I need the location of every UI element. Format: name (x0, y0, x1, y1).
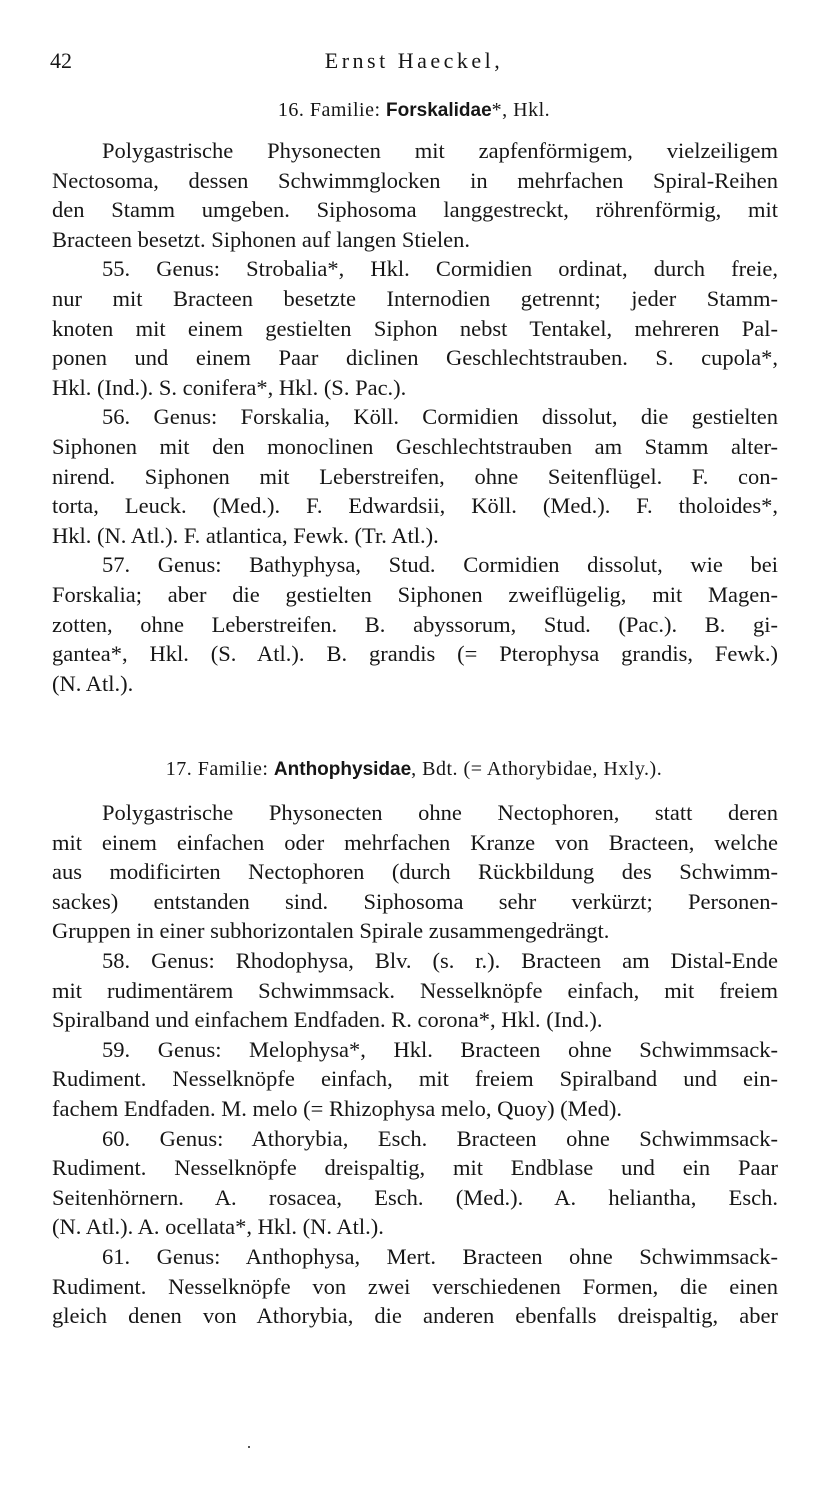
text-line: Hkl. (N. Atl.). F. atlantica, Fewk. (Tr. Atl.). (52, 522, 439, 548)
text-line: gantea*, Hkl. (S. Atl.). B. grandis (= Pterophysa grandis, Fewk.) (52, 641, 778, 667)
text-line: zotten, ohne Leberstreifen. B. abyssorum, Stud. (Pac.). B. gi- (52, 611, 778, 637)
family-17-heading (50, 758, 778, 781)
text-line: torta, Leuck. (Med.). F. Edwardsii, Köll. (Med.). F. tholoides*, (52, 493, 778, 519)
text-line: Siphonen mit den monoclinen Geschlechtstrauben am Stamm alter- (52, 433, 778, 459)
text-line: (N. Atl.). (52, 670, 134, 696)
running-title: Ernst Haeckel, (324, 48, 504, 73)
text-line: aus modificirten Nectophoren (durch Rückbildung des Schwimm- (52, 859, 778, 885)
text-line: 60. Genus: Athorybia, Esch. Bracteen ohne Schwimmsack- (102, 1125, 778, 1151)
family-17-body (52, 798, 778, 1331)
text-line: Bracteen besetzt. Siphonen auf langen Stielen. (52, 226, 470, 252)
text-line: sackes) entstanden sind. Siphosoma sehr verkürzt; Personen- (52, 888, 778, 914)
text-line: 55. Genus: Strobalia*, Hkl. Cormidien ordinat, durch freie, (102, 256, 778, 282)
family-17-label: 17. Familie: (165, 758, 269, 780)
text-line: den Stamm umgeben. Siphosoma langgestreckt, röhrenförmig, mit (52, 197, 778, 223)
text-line: Rudiment. Nesselknöpfe von zwei verschiedenen Formen, die einen (52, 1273, 778, 1299)
text-line: Rudiment. Nesselknöpfe einfach, mit freiem Spiralband und ein- (52, 1066, 778, 1092)
text-line: 59. Genus: Melophysa*, Hkl. Bracteen ohne Schwimmsack- (102, 1036, 778, 1062)
page-header (50, 44, 778, 78)
text-line: Hkl. (Ind.). S. conifera*, Hkl. (S. Pac.). (52, 374, 407, 400)
text-line: ponen und einem Paar diclinen Geschlechtstrauben. S. cupola*, (52, 345, 778, 371)
family-17-suffix: , Bdt. (= Athorybidae, Hxly.). (411, 758, 663, 780)
text-line: Polygastrische Physonecten mit zapfenförmigem, vielzeiligem (102, 138, 778, 163)
text-line: Polygastrische Physonecten ohne Nectophoren, statt deren (102, 800, 778, 825)
text-line: Nectosoma, dessen Schwimmglocken in mehrfachen Spiral-Reihen (52, 167, 778, 193)
text-line: Seitenhörnern. A. rosacea, Esch. (Med.). A. heliantha, Esch. (52, 1184, 778, 1210)
family-16-body (52, 136, 778, 698)
text-line: Spiralband und einfachem Endfaden. R. corona*, Hkl. (Ind.). (52, 1007, 603, 1033)
text-line: 57. Genus: Bathyphysa, Stud. Cormidien dissolut, wie bei (102, 552, 778, 578)
text-line: 56. Genus: Forskalia, Köll. Cormidien dissolut, die gestielten (102, 404, 778, 430)
text-line: mit einem einfachen oder mehrfachen Kranze von Bracteen, welche (52, 829, 778, 855)
family-16-label: 16. Familie: (277, 99, 381, 121)
text-line: fachem Endfaden. M. melo (= Rhizophysa melo, Quoy) (Med). (52, 1095, 623, 1121)
text-line: gleich denen von Athorybia, die anderen ebenfalls dreispaltig, aber (52, 1303, 778, 1329)
print-speck (248, 1446, 250, 1448)
text-line: 58. Genus: Rhodophysa, Blv. (s. r.). Bracteen am Distal-Ende (102, 947, 778, 973)
text-line: Forskalia; aber die gestielten Siphonen zweiflügelig, mit Magen- (52, 581, 778, 607)
text-line: 61. Genus: Anthophysa, Mert. Bracteen ohne Schwimmsack- (102, 1243, 778, 1269)
family-16-name: Forskalidae (386, 100, 492, 121)
text-line: Gruppen in einer subhorizontalen Spirale zusammengedrängt. (52, 918, 610, 944)
family-16-heading (50, 99, 778, 122)
text-line: mit rudimentärem Schwimmsack. Nesselknöpfe einfach, mit freiem (52, 977, 778, 1003)
text-line: (N. Atl.). A. ocellata*, Hkl. (N. Atl.). (52, 1214, 384, 1240)
family-17-name: Anthophysidae (273, 759, 412, 780)
text-line: Rudiment. Nesselknöpfe dreispaltig, mit Endblase und ein Paar (52, 1155, 778, 1181)
family-16-suffix: *, Hkl. (491, 99, 551, 121)
text-line: nur mit Bracteen besetzte Internodien getrennt; jeder Stamm- (52, 285, 778, 311)
page-number: 42 (50, 48, 72, 73)
text-line: nirend. Siphonen mit Leberstreifen, ohne Seitenflügel. F. con- (52, 463, 778, 489)
text-line: knoten mit einem gestielten Siphon nebst Tentakel, mehreren Pal- (52, 315, 778, 341)
